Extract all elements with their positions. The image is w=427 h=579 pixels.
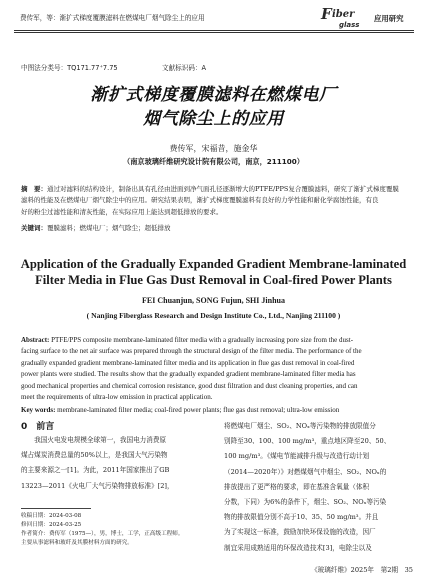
running-head: 费传军，等：渐扩式梯度覆膜滤料在燃煤电厂烟气除尘上的应用 bbox=[20, 14, 205, 22]
abstract-cn-line: 滤料的性能及在燃煤电厂烟气除尘中的应用。研究结果表明，渐扩式梯度覆膜滤料有良好的力学性能和耐化学腐蚀性能，有良 bbox=[21, 196, 379, 205]
abstract-en-line: gradually expanded gradient membrane-laminated filter media and its application in flue gas dust removal in coal-fired bbox=[21, 358, 355, 367]
abstract-cn bbox=[21, 184, 409, 218]
body-line: 将燃煤电厂烟尘、SO₂、NOₓ等污染物的排放限值分 bbox=[224, 422, 376, 430]
abstract-en-line: good mechanical properties and chemical corrosion resistance, good dust filtration and dust cleaning properties, and can bbox=[21, 381, 358, 390]
abstract-en-label: Abstract: bbox=[21, 336, 50, 344]
keywords-cn bbox=[21, 223, 409, 234]
body-line: 别降至30、100、100 mg/m³，重点地区降至20、50、 bbox=[224, 437, 391, 446]
abstract-cn-line: 好的粉尘过滤性能和清灰性能，在实际应用上能达到超低排放的要求。 bbox=[21, 207, 223, 216]
affiliation-en: ( Nanjing Fiberglass Research and Design Institute Co., Ltd., Nanjing 211100 ) bbox=[86, 311, 341, 320]
title-cn-line1: 渐扩式梯度覆膜滤料在燃煤电厂 bbox=[90, 85, 337, 105]
section-number: 0 bbox=[21, 422, 28, 432]
body-line: 13223—2011《火电厂大气污染物排放标准》[2]， bbox=[21, 481, 174, 490]
body-line: 物的排放限值分别不高于10、35、50 mg/m³。并且 bbox=[224, 513, 379, 522]
body-line: 100 mg/m³。《煤电节能减排升级与改造行动计划 bbox=[224, 452, 370, 461]
footnote-author: 作者简介：费传军（1975—），男，博士，工学，正高级工程师。 bbox=[21, 531, 184, 537]
body-line: 制宜采用成熟适用的环保改造技术[3]，电除尘以及 bbox=[224, 543, 372, 552]
footnote-received: 收稿日期：2024-03-08 bbox=[21, 513, 82, 519]
header-rule bbox=[14, 30, 414, 31]
keywords-en-text: membrane-laminated filter media; coal-fired power plants; flue gas dust removal; ultra-low emission bbox=[57, 406, 340, 414]
body-line: 为了实现这一标准，鼓励加快环保设施的改造，因厂 bbox=[224, 528, 376, 537]
abstract-en-line: meet the requirements of ultra-low emission in practical application. bbox=[21, 393, 213, 402]
abstract-en-line: Abstract: PTFE/PPS composite membrane-laminated filter media with a gradually increasing pore size from the dust- bbox=[21, 336, 354, 344]
body-line: 排放提出了更严格的要求，即在基准含氧量（体积 bbox=[224, 482, 370, 491]
logo-subword: glass bbox=[339, 21, 360, 29]
title-cn-line2: 烟气除尘上的应用 bbox=[143, 109, 284, 129]
authors-cn: 费传军，宋福昔，施金华 bbox=[169, 144, 258, 153]
keywords-cn-text: 覆膜滤料；燃煤电厂；烟气除尘；超低排放 bbox=[47, 224, 171, 232]
body-line: 煤占煤炭消费总量的50%以上，是我国大气污染物 bbox=[21, 451, 168, 460]
footnote-revised: 修回日期：2024-03-25 bbox=[21, 522, 82, 528]
abstract-en-line: facing surface to the net air surface was prepared through the structural design of the filter media. The performance of the bbox=[21, 347, 362, 356]
logo-word: iber bbox=[332, 9, 355, 20]
page-footer: 《玻璃纤维》2025年 第2期 35 bbox=[311, 566, 413, 574]
body-line: 的主要来源之一[1]。为此，2011年国家推出了GB bbox=[21, 466, 170, 475]
title-en-line1: Application of the Gradually Expanded Gradient Membrane-laminated bbox=[20, 257, 407, 271]
logo-letter: F bbox=[321, 5, 332, 23]
column-name: 应用研究 bbox=[374, 14, 404, 23]
body-line: 我国火电发电规模全球第一，我国电力消费原 bbox=[21, 436, 167, 444]
section-heading bbox=[21, 419, 54, 432]
body-line: （2014—2020年）》对燃煤烟气中烟尘、SO₂、NOₓ的 bbox=[224, 467, 387, 476]
clc-number: 中图法分类号：TQ171.77⁺7.75 bbox=[21, 64, 118, 72]
keywords-en-label: Key words: bbox=[21, 406, 56, 414]
abstract-en-line: power plants were studied. The results show that the gradually expanded gradient membrane-laminated filter media has bbox=[21, 370, 356, 379]
keywords-en bbox=[21, 405, 409, 416]
document-code: 文献标识码：A bbox=[162, 64, 207, 72]
body-left-column bbox=[21, 433, 211, 494]
header-rule-thin bbox=[14, 32, 414, 33]
abstract-cn-line: 摘 要：通过对滤料的结构设计，制备出具有孔径由进面到净气面孔径逐渐增大的PTFE/PPS复合覆膜滤料，研究了渐扩式梯度覆膜 bbox=[21, 185, 399, 193]
body-right-column bbox=[224, 419, 414, 556]
body-line: 分数，下同）为6%的条件下，烟尘、SO₂、NOₓ等污染 bbox=[224, 498, 387, 507]
abstract-cn-label: 摘 要： bbox=[21, 185, 47, 193]
title-en-line2: Filter Media in Flue Gas Dust Removal in Coal-fired Power Plants bbox=[35, 273, 392, 287]
authors-en: FEI Chuanjun, SONG Fujun, SHI Jinhua bbox=[142, 296, 285, 305]
section-title: 前言 bbox=[36, 422, 55, 432]
affiliation-cn: （南京玻璃纤维研究设计院有限公司，南京，211100） bbox=[123, 157, 304, 166]
journal-logo bbox=[321, 3, 413, 31]
footnote-research: 主要从事滤料和玻纤及其膜材料方面的研究。 bbox=[21, 540, 133, 546]
abstract-en bbox=[21, 335, 409, 403]
keywords-cn-label: 关键词： bbox=[21, 224, 47, 232]
footnote-rule bbox=[21, 508, 91, 509]
